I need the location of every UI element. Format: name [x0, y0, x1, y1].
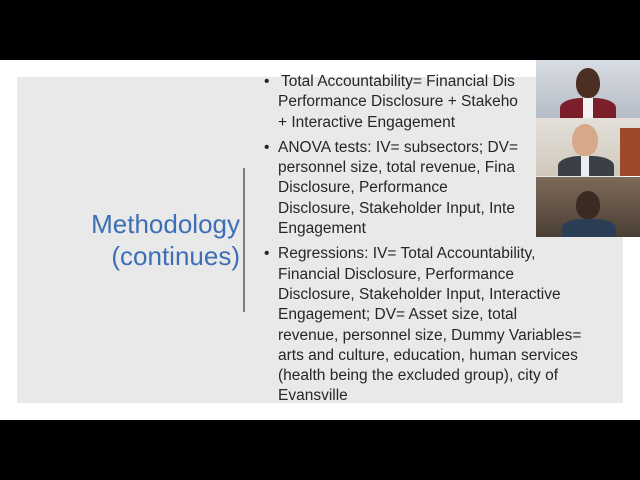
participant-video-tile-3[interactable]: [536, 177, 640, 237]
letterbox-bottom: [0, 420, 640, 480]
participant-video-icon: [536, 118, 640, 176]
bullet-text-line: Evansville: [278, 387, 348, 405]
participant-video-tile-2[interactable]: [536, 118, 640, 176]
slide-title: [40, 208, 240, 272]
participant-video-tile-1[interactable]: [536, 60, 640, 118]
participant-video-icon: [536, 177, 640, 237]
bullet-text-line: Total Accountability= Financial Dis: [281, 73, 515, 90]
letterbox-top: [0, 0, 640, 60]
bullet-text-line: Regressions: IV= Total Accountability,: [278, 245, 536, 263]
bullet-item: [264, 244, 640, 406]
bullet-text-line: Disclosure, Performance: [278, 179, 448, 197]
bullet-text-line: Engagement; DV= Asset size, total: [278, 306, 518, 324]
bullet-text-line: Disclosure, Stakeholder Input, Inte: [278, 199, 515, 217]
title-divider: [243, 168, 245, 312]
bullet-text-line: Disclosure, Stakeholder Input, Interactive: [278, 285, 561, 303]
bullet-glyph: •: [264, 245, 270, 263]
bullet-text-line: ANOVA tests: IV= subsectors; DV=: [278, 138, 519, 156]
bullet-text-line: Engagement: [278, 220, 366, 238]
slide-title-line: (continues): [111, 241, 240, 271]
bullet-text-line: personnel size, total revenue, Fina: [278, 159, 515, 177]
bullet-text-line: Financial Disclosure, Performance: [278, 265, 515, 283]
bullet-glyph: •: [264, 138, 270, 156]
bullet-text-line: arts and culture, education, human services: [278, 346, 578, 364]
bullet-text-line: revenue, personnel size, Dummy Variables=: [278, 326, 582, 344]
participant-video-icon: [536, 60, 640, 118]
bullet-text-line: Performance Disclosure + Stakeho: [278, 93, 518, 111]
bullet-glyph: •: [264, 73, 270, 90]
bullet-text-line: (health being the excluded group), city of: [278, 367, 559, 385]
bullet-text-line: + Interactive Engagement: [278, 113, 456, 131]
slide-title-line: Methodology: [91, 209, 240, 239]
